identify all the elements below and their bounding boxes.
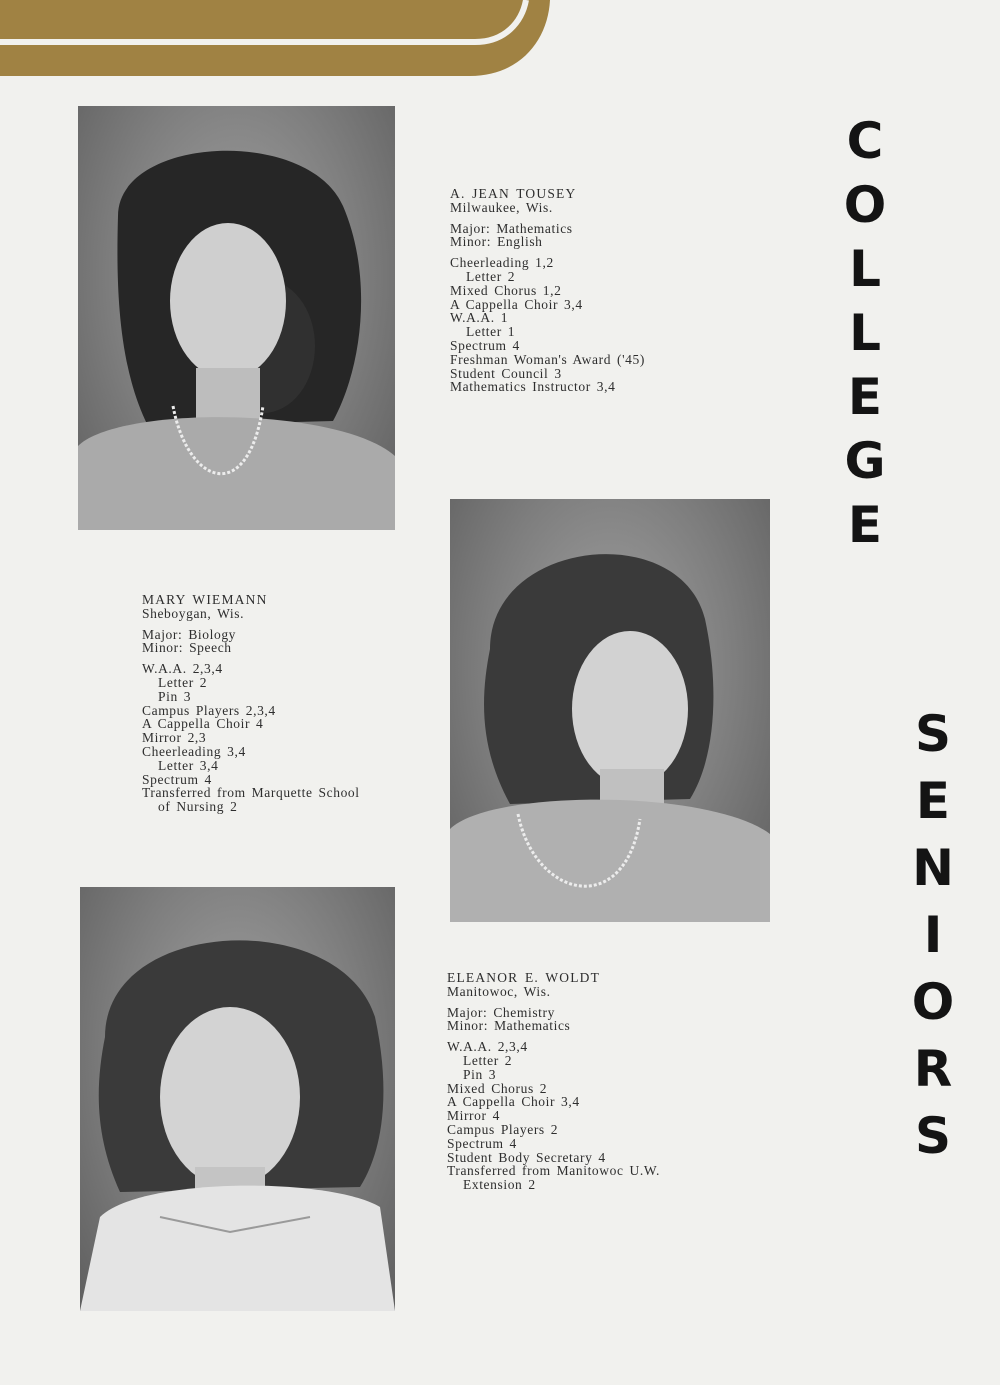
activity-item: Extension 2: [463, 1177, 536, 1193]
student-bio-wiemann: [142, 593, 360, 814]
activity-item: Mixed Chorus 2: [447, 1080, 548, 1096]
heading-letter: R: [913, 1040, 953, 1098]
header-band: [0, 0, 560, 80]
activity-item: Cheerleading 1,2: [450, 255, 554, 271]
student-minor: Minor: Speech: [142, 640, 232, 656]
heading-letter: L: [849, 240, 881, 298]
heading-letter: C: [846, 112, 884, 170]
heading-letter: N: [912, 839, 954, 897]
activity-item: Transferred from Marquette School: [142, 785, 360, 801]
activity-item: Pin 3: [463, 1066, 497, 1082]
vertical-heading-seniors: [906, 705, 960, 1165]
activity-item: Letter 2: [463, 1052, 513, 1068]
activity-item: A Cappella Choir 4: [142, 716, 264, 732]
heading-letter: L: [849, 304, 881, 362]
heading-letter: E: [847, 496, 883, 554]
activity-item: Campus Players 2,3,4: [142, 702, 276, 718]
activity-item: Pin 3: [158, 688, 192, 704]
activity-item: Mathematics Instructor 3,4: [450, 379, 616, 395]
activity-item: Spectrum 4: [450, 337, 520, 353]
heading-letter: E: [847, 368, 883, 426]
student-hometown: Manitowoc, Wis.: [447, 983, 551, 999]
portrait-photo-woldt: [80, 887, 395, 1311]
activity-item: Transferred from Manitowoc U.W.: [447, 1163, 660, 1179]
student-minor: Minor: English: [450, 234, 543, 250]
activity-item: Spectrum 4: [447, 1135, 517, 1151]
student-name: MARY WIEMANN: [142, 592, 268, 607]
student-major: Major: Chemistry: [447, 1004, 555, 1020]
student-minor: Minor: Mathematics: [447, 1018, 571, 1034]
activity-item: Letter 2: [158, 674, 208, 690]
activity-item: Mixed Chorus 1,2: [450, 282, 562, 298]
vertical-heading-college: [840, 112, 890, 554]
heading-letter: I: [923, 906, 943, 964]
student-hometown: Milwaukee, Wis.: [450, 199, 553, 215]
activity-item: Mirror 4: [447, 1108, 500, 1124]
activity-item: Letter 2: [466, 268, 516, 284]
activity-item: Cheerleading 3,4: [142, 743, 246, 759]
activity-item: A Cappella Choir 3,4: [450, 296, 583, 312]
activity-item: Letter 3,4: [158, 757, 219, 773]
heading-letter: S: [914, 1107, 951, 1165]
activity-item: Spectrum 4: [142, 771, 212, 787]
activity-item: W.A.A. 2,3,4: [447, 1039, 528, 1055]
heading-letter: O: [843, 176, 887, 234]
activity-item: A Cappella Choir 3,4: [447, 1094, 580, 1110]
activity-item: Campus Players 2: [447, 1121, 559, 1137]
student-major: Major: Biology: [142, 626, 237, 642]
activity-item: Letter 1: [466, 324, 516, 340]
activity-item: W.A.A. 1: [450, 310, 509, 326]
student-major: Major: Mathematics: [450, 220, 573, 236]
student-hometown: Sheboygan, Wis.: [142, 605, 245, 621]
student-bio-woldt: [447, 971, 660, 1192]
activity-item: of Nursing 2: [158, 799, 238, 815]
student-bio-tousey: [450, 187, 645, 394]
activity-item: Student Body Secretary 4: [447, 1149, 606, 1165]
portrait-photo-wiemann: [450, 499, 770, 922]
heading-letter: S: [914, 705, 951, 763]
activity-item: Freshman Woman's Award ('45): [450, 351, 645, 367]
portrait-photo-tousey: [78, 106, 395, 530]
heading-letter: O: [911, 973, 955, 1031]
heading-letter: G: [844, 432, 886, 490]
activity-item: W.A.A. 2,3,4: [142, 661, 223, 677]
activity-item: Student Council 3: [450, 365, 562, 381]
student-name: ELEANOR E. WOLDT: [447, 970, 601, 985]
student-name: A. JEAN TOUSEY: [450, 186, 577, 201]
activity-item: Mirror 2,3: [142, 730, 207, 746]
heading-letter: E: [915, 772, 951, 830]
